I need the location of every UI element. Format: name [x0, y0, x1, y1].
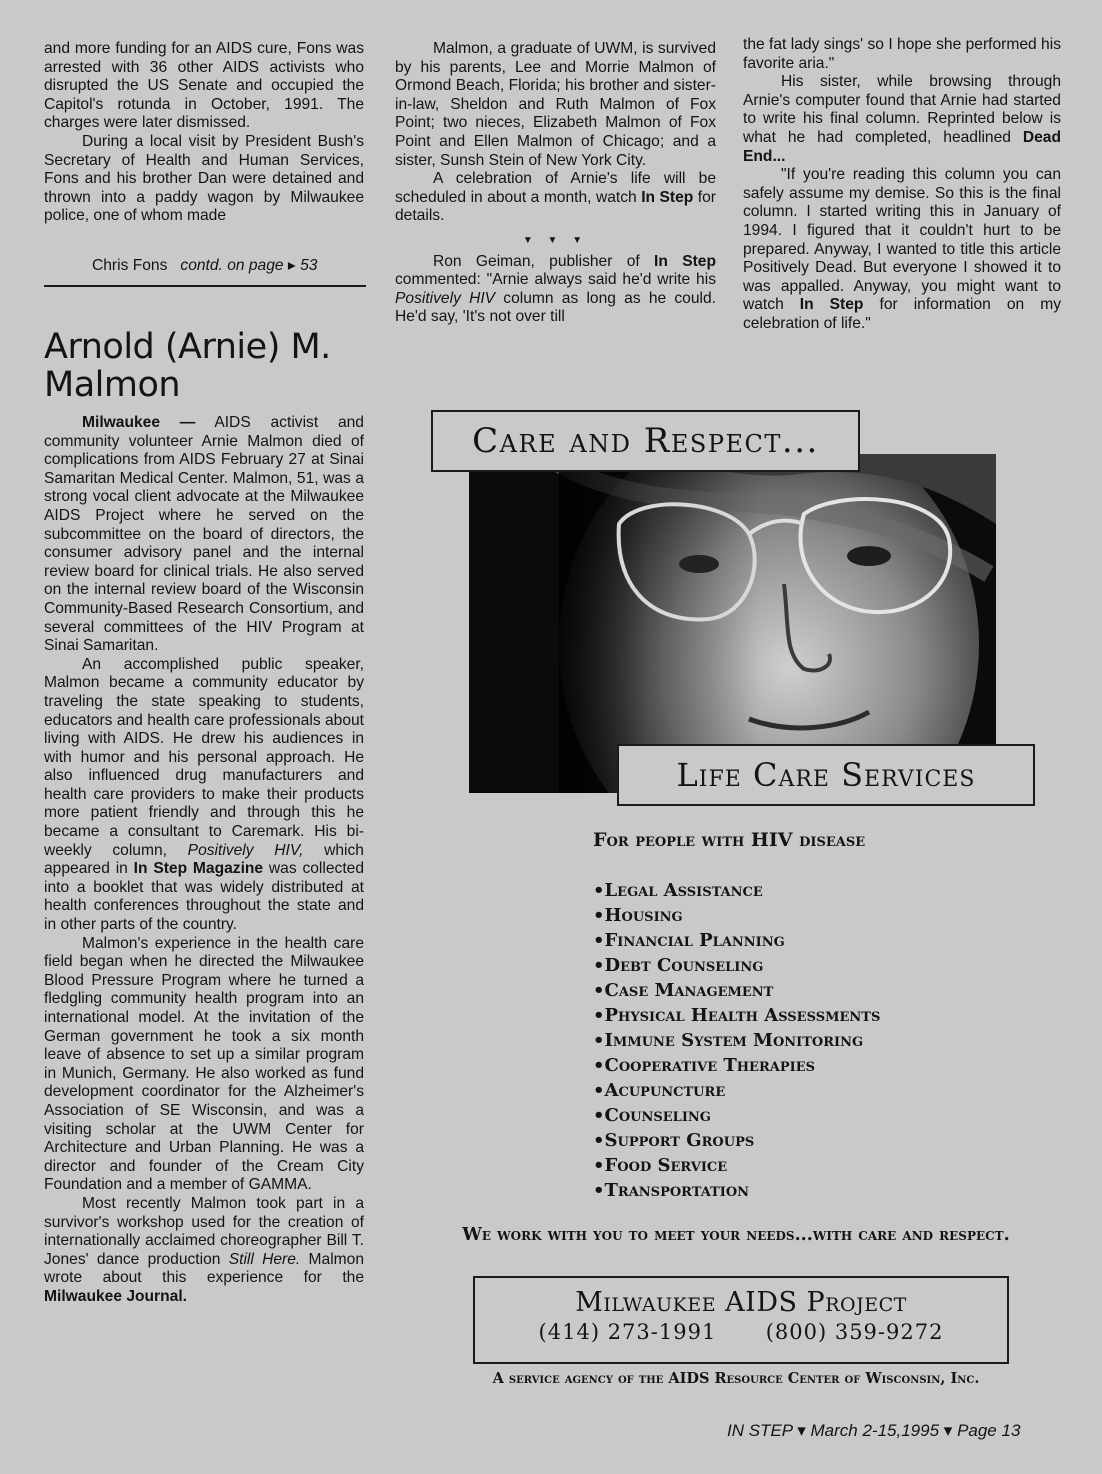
- service-item: • Financial Planning: [593, 928, 880, 953]
- phone-numbers: [475, 1320, 1007, 1344]
- publication-name: In Step: [799, 296, 864, 314]
- survivors-paragraph: Malmon, a graduate of UWM, is survived by his parents, Lee and Morrie Malmon of Ormond Beach, Florida; his brother and sister-in-law, Sheldon and Ruth Malmon of Fox Point; two nieces, Elizabeth Malmon of Fox Point and Ellen Malmon of Chicago; and a sister, Sunsh Stein of New York City.: [395, 40, 716, 169]
- section-separator: ▼ ▼ ▼: [522, 234, 589, 246]
- for-people-heading: For people with HIV disease: [593, 829, 866, 851]
- service-item: • Counseling: [593, 1103, 880, 1128]
- service-item: • Debt Counseling: [593, 953, 880, 978]
- portrait-photo: [469, 454, 996, 793]
- obit-paragraph: Malmon's experience in the health care field began when he directed the Milwaukee Blood Pressure Program where he turned a fledgling community health program into an international model. At the invitation of the German government he took a six month leave of absence to set up a similar program in Munich, Germany. He also worked as fund development coordinator for the Alzheimer's Association of SE Wisconsin, and was a visiting scholar at the UWM Center for Architecture and Urban Planning. He was a director and founder of the Cream City Foundation and a member of GAMMA.: [44, 934, 364, 1194]
- publication-name: In Step: [654, 252, 716, 270]
- column-headline: Dead End...: [743, 128, 1061, 165]
- obit-paragraph: Most recently Malmon took part in a survivor's workshop used for the creation of internationally acclaimed choreographer Bill T. Jones' dance production: [44, 1194, 364, 1268]
- quote-text: commented: "Arnie always said he'd write his: [395, 271, 716, 289]
- obit-text: was collected into a booklet that was widely distributed at health conferences throughout the state and in other parts of the country.: [44, 860, 364, 934]
- org-contact-box: [473, 1276, 1009, 1364]
- org-name: Milwaukee AIDS Project: [575, 1287, 907, 1318]
- sister-text: His sister, while browsing through Arnie's computer found that Arnie had started to write his final column. Reprinted below is what he had completed, headlined: [743, 73, 1061, 146]
- service-item: • Acupuncture: [593, 1078, 880, 1103]
- obit-paragraph: AIDS activist and community volunteer Arnie Malmon died of complications from AIDS February 27 at Sinai Samaritan Medical Center. Malmon, 51, was a strong vocal client advocate at the Milwaukee AIDS Project where he served on the subcommittee on the board of directors, the consumer advisory panel and the internal review board for clinical trials. He also served on the internal review board of the Wisconsin Community-Based Research Consortium, and several committees of the HIV Program at Sinai Samaritan.: [44, 414, 364, 655]
- phone-tollfree: (800) 359-9272: [765, 1320, 944, 1344]
- care-respect-banner: [431, 410, 860, 472]
- phone-local: (414) 273-1991: [538, 1320, 717, 1344]
- service-item: • Support Groups: [593, 1128, 880, 1153]
- carryover-paragraph: and more funding for an AIDS cure, Fons was arrested with 36 other AIDS activists who disrupted the US Senate and occupied the Capitol's rotunda in October, 1991. The charges were later dismissed.: [44, 40, 364, 132]
- page-footer: [727, 1421, 1020, 1441]
- continuation-line: [92, 256, 317, 275]
- banner-bottom-text: Life Care Services: [676, 756, 976, 794]
- footer-date: March 2-15,1995: [810, 1421, 940, 1440]
- triangle-down-icon: ▾: [943, 1421, 953, 1440]
- service-item: • Case Management: [593, 978, 880, 1003]
- production-title: Still Here.: [228, 1250, 301, 1268]
- continuation-page: 53: [300, 257, 318, 274]
- newspaper-name: Milwaukee Journal.: [44, 1287, 187, 1305]
- obituary-body: [44, 414, 364, 1307]
- footer-page: Page 13: [957, 1421, 1021, 1440]
- agency-note: A service agency of the AIDS Resource Center of Wisconsin, Inc.: [492, 1370, 980, 1387]
- obit-paragraph: An accomplished public speaker, Malmon became a community educator by traveling the state speaking to students, educators and health care professionals about living with AIDS. He drew his audiences in with humor and his personal approach. He also influenced drug manufacturers and health care providers to make their products more patient friendly and through this he became a consultant to Caremark. His bi-weekly column,: [44, 655, 364, 859]
- banner-top-text: Care and Respect...: [472, 421, 819, 461]
- footer-publication: IN STEP: [727, 1421, 793, 1440]
- continuation-label: contd. on page: [180, 257, 284, 274]
- section-divider: [44, 285, 366, 287]
- service-item: • Food Service: [593, 1153, 880, 1178]
- service-item: • Cooperative Therapies: [593, 1053, 880, 1078]
- aria-paragraph: the fat lady sings' so I hope she performed his favorite aria.": [743, 36, 1061, 72]
- portrait-illustration: [469, 454, 996, 793]
- quote-text: column as long as he could. He'd say, 'It's not over till: [395, 289, 716, 326]
- continuation-name: Chris Fons: [92, 257, 168, 274]
- obituary-column-2: [395, 40, 716, 327]
- obituary-column-3: [743, 36, 1061, 334]
- obit-text: which appeared in: [44, 841, 364, 878]
- service-item: • Housing: [593, 903, 880, 928]
- magazine-name: In Step Magazine: [133, 860, 264, 878]
- triangle-down-icon: ▾: [797, 1421, 806, 1440]
- quote-text: Ron Geiman, publisher of: [433, 252, 640, 270]
- final-column-text: "If you're reading this column you can safely assume my demise. So this is the final column. I started writing this in January of 1994. I figured that it couldn't hurt to be prepared. Anyway, I wanted to title this article Positively Dead. But everyone I showed it to was appalled. Anyway, you might want to watch: [743, 166, 1061, 314]
- ad-tagline: We work with you to meet your needs...with care and respect.: [462, 1225, 1010, 1245]
- service-item: • Transportation: [593, 1178, 880, 1203]
- column-title: Positively HIV: [395, 289, 496, 307]
- column-title: Positively HIV,: [187, 841, 304, 859]
- service-item: • Legal Assistance: [593, 878, 880, 903]
- services-list: [593, 878, 880, 1203]
- obit-text: Malmon wrote about this experience for the: [44, 1250, 364, 1287]
- carryover-paragraph: During a local visit by President Bush's Secretary of Health and Human Services, Fons and his brother Dan were detained and thrown into a paddy wagon by Milwaukee police, one of whom made: [44, 132, 364, 225]
- celebration-text: A celebration of Arnie's life will be scheduled in about a month, watch: [395, 170, 716, 206]
- dateline: Milwaukee —: [82, 414, 196, 431]
- service-item: • Physical Health Assessments: [593, 1003, 880, 1028]
- celebration-text: for details.: [395, 188, 716, 225]
- life-care-banner: [617, 744, 1035, 806]
- obituary-headline: Arnold (Arnie) M. Malmon: [44, 327, 331, 406]
- final-column-text: for information on my celebration of life.": [743, 296, 1062, 332]
- service-item: • Immune System Monitoring: [593, 1028, 880, 1053]
- fons-carryover: [44, 40, 364, 226]
- arrow-right-icon: ▸: [287, 257, 296, 274]
- publication-name: In Step: [641, 188, 694, 206]
